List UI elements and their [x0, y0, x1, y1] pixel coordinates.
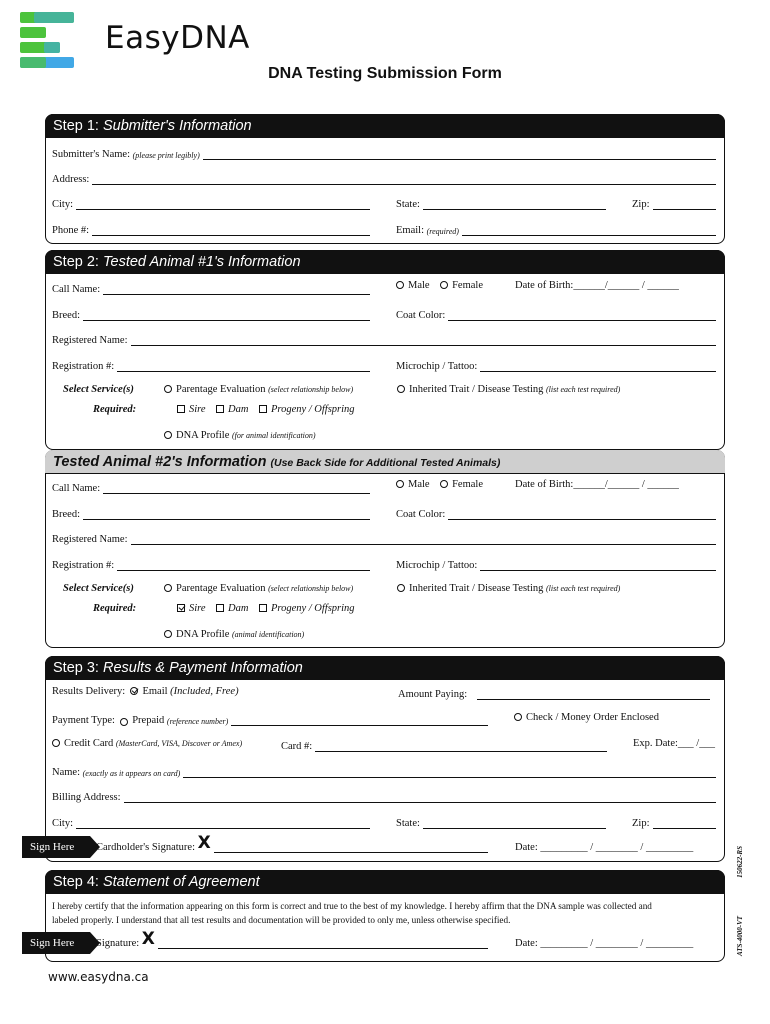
animal2-sire-checkbox[interactable]: Sire — [177, 603, 206, 614]
animal1-select-services-label: Select Service(s) — [63, 384, 134, 395]
cardholder-signature-field[interactable]: Cardholder's Signature: X — [96, 839, 488, 853]
animal2-section — [45, 450, 725, 648]
animal2-relationship-options — [177, 603, 355, 614]
animal1-progeny-checkbox[interactable]: Progeny / Offspring — [259, 404, 355, 415]
animal2-parentage-option[interactable]: Parentage Evaluation (select relationship below) — [164, 583, 353, 594]
exp-date-field[interactable]: Exp. Date:___ /___ — [633, 738, 715, 749]
animal2-breed-field[interactable]: Breed: — [52, 506, 370, 520]
cardholder-name-field[interactable]: Name: (exactly as it appears on card) — [52, 764, 716, 778]
step1-section — [45, 114, 725, 244]
state-field[interactable]: State: — [396, 196, 606, 210]
sign-here-tab-cardholder: Sign Here — [22, 836, 90, 858]
animal2-required-label: Required: — [93, 603, 137, 614]
step2-header: Step 2: Tested Animal #1's Information — [45, 250, 725, 274]
email-field[interactable]: Email: (required) — [396, 222, 716, 236]
animal1-parentage-option[interactable]: Parentage Evaluation (select relationship below) — [164, 384, 353, 395]
animal1-dob-field[interactable]: Date of Birth:______/______ / ______ — [515, 280, 679, 291]
cardholder-date-field[interactable]: Date: _________ / ________ / _________ — [515, 842, 694, 853]
animal1-dna-profile-option[interactable]: DNA Profile (for animal identification) — [164, 430, 316, 441]
logo-bar-2 — [20, 27, 46, 38]
step1-header: Step 1: Submitter's Information — [45, 114, 725, 138]
billing-address-field[interactable]: Billing Address: — [52, 789, 716, 803]
animal2-male-radio[interactable]: Male — [396, 479, 430, 490]
animal1-registration-field[interactable]: Registration #: — [52, 358, 370, 372]
step4-section — [45, 870, 725, 962]
amount-paying-field[interactable]: Amount Paying: — [398, 686, 710, 700]
animal2-progeny-checkbox[interactable]: Progeny / Offspring — [259, 603, 355, 614]
animal2-dob-field[interactable]: Date of Birth:______/______ / ______ — [515, 479, 679, 490]
animal2-coat-field[interactable]: Coat Color: — [396, 506, 716, 520]
animal1-relationship-options — [177, 404, 355, 415]
step4-header: Step 4: Statement of Agreement — [45, 870, 725, 894]
billing-zip-field[interactable]: Zip: — [632, 815, 716, 829]
website-url[interactable]: www.easydna.ca — [48, 970, 149, 984]
check-money-order-option[interactable]: Check / Money Order Enclosed — [514, 712, 659, 723]
animal2-sex — [396, 479, 483, 490]
city-field[interactable]: City: — [52, 196, 370, 210]
animal1-male-radio[interactable]: Male — [396, 280, 430, 291]
form-title: DNA Testing Submission Form — [268, 65, 502, 82]
animal2-female-radio[interactable]: Female — [440, 479, 483, 490]
animal2-registration-field[interactable]: Registration #: — [52, 557, 370, 571]
animal2-header: Tested Animal #2's Information (Use Back Side for Additional Tested Animals) — [45, 450, 725, 474]
submitter-name-field[interactable]: Submitter's Name: (please print legibly) — [52, 146, 716, 160]
animal2-dna-profile-option[interactable]: DNA Profile (animal identification) — [164, 629, 304, 640]
animal2-inherited-option[interactable]: Inherited Trait / Disease Testing (list each test required) — [397, 583, 620, 594]
animal2-dam-checkbox[interactable]: Dam — [216, 603, 248, 614]
statement-line-1: I hereby certify that the information appearing on this form is correct and true to the best of my knowledge. I hereby affirm that the DNA sample was collected and — [52, 901, 652, 911]
statement-line-2: labeled properly. I understand that all test results and documentation will be provided to only me, unless otherwise specified. — [52, 915, 511, 925]
form-code: ATS-4000-VT 150622-RS — [736, 846, 744, 956]
phone-field[interactable]: Phone #: — [52, 222, 370, 236]
animal1-sire-checkbox[interactable]: Sire — [177, 404, 206, 415]
agreement-signature-field[interactable]: Signature: X — [96, 935, 488, 949]
logo-bar-3b — [44, 42, 60, 53]
animal2-microchip-field[interactable]: Microchip / Tattoo: — [396, 557, 716, 571]
step3-header: Step 3: Results & Payment Information — [45, 656, 725, 680]
animal1-microchip-field[interactable]: Microchip / Tattoo: — [396, 358, 716, 372]
address-field[interactable]: Address: — [52, 171, 716, 185]
animal1-sex — [396, 280, 483, 291]
credit-card-option[interactable]: Credit Card (MasterCard, VISA, Discover or Amex) — [52, 738, 242, 749]
step3-section — [45, 656, 725, 862]
agreement-x-mark: X — [141, 929, 155, 949]
sign-here-tab-agreement: Sign Here — [22, 932, 90, 954]
email-delivery-checkbox[interactable]: Email (Included, Free) — [130, 686, 238, 697]
card-number-field[interactable]: Card #: — [281, 738, 607, 752]
animal1-female-radio[interactable]: Female — [440, 280, 483, 291]
animal1-call-name-field[interactable]: Call Name: — [52, 281, 370, 295]
results-delivery: Results Delivery: Email (Included, Free) — [52, 686, 239, 697]
animal2-call-name-field[interactable]: Call Name: — [52, 480, 370, 494]
agreement-date-field[interactable]: Date: _________ / ________ / _________ — [515, 938, 694, 949]
zip-field[interactable]: Zip: — [632, 196, 716, 210]
animal2-registered-name-field[interactable]: Registered Name: — [52, 531, 716, 545]
signature-x-mark: X — [197, 833, 211, 853]
animal2-select-services-label: Select Service(s) — [63, 583, 134, 594]
animal1-coat-field[interactable]: Coat Color: — [396, 307, 716, 321]
step2-section — [45, 250, 725, 450]
animal1-breed-field[interactable]: Breed: — [52, 307, 370, 321]
billing-state-field[interactable]: State: — [396, 815, 606, 829]
animal1-dam-checkbox[interactable]: Dam — [216, 404, 248, 415]
logo-bar-1b — [34, 12, 74, 23]
animal1-registered-name-field[interactable]: Registered Name: — [52, 332, 716, 346]
billing-city-field[interactable]: City: — [52, 815, 370, 829]
animal1-required-label: Required: — [93, 404, 137, 415]
prepaid-field[interactable]: Payment Type: Prepaid (reference number) — [52, 712, 488, 726]
animal1-inherited-option[interactable]: Inherited Trait / Disease Testing (list each test required) — [397, 384, 620, 395]
easydna-logo — [20, 12, 76, 68]
brand-name: EasyDNA — [105, 20, 250, 56]
